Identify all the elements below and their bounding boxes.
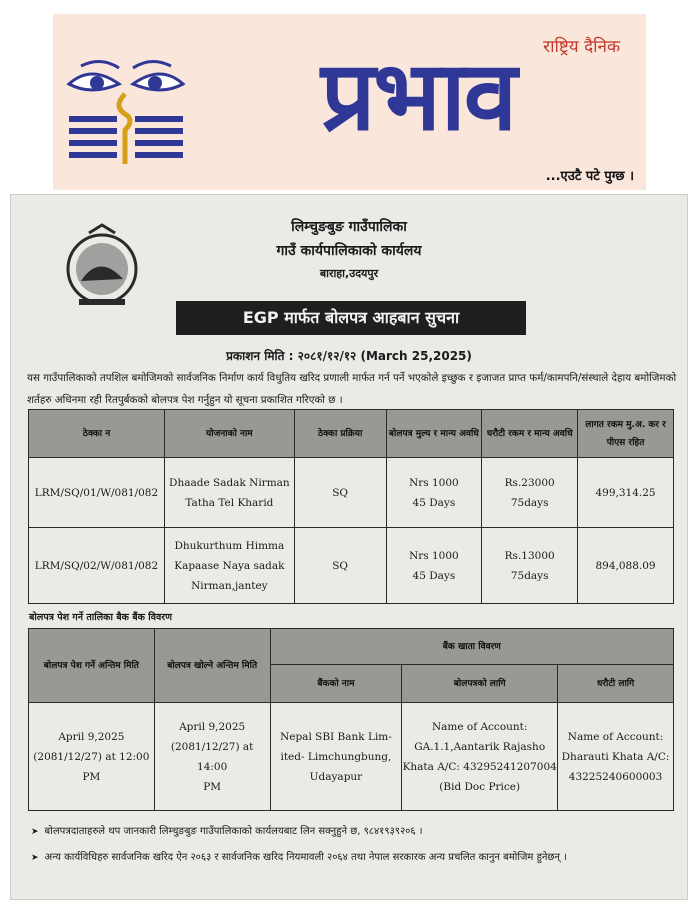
contracts-table	[28, 409, 674, 604]
bid-account	[402, 703, 558, 811]
header-bid-price: बोलपत्र मुल्य र मान्य अवधि	[386, 410, 482, 458]
bank-name-line: Udayapur	[309, 770, 363, 783]
process: SQ	[294, 458, 386, 528]
deposit-account-line: Name of Account:	[567, 730, 664, 743]
arrow-bullet-icon: ➤	[31, 827, 39, 837]
header-security: धरौटी रकम र मान्य अवधि	[482, 410, 578, 458]
header-open-date: बोलपत्र खोल्ने अन्तिम मिति	[154, 629, 270, 703]
bid-account-line: Khata A/C: 43295241207004	[402, 760, 557, 773]
security-cell	[482, 528, 578, 604]
masthead	[53, 14, 646, 190]
bid-validity: 45 Days	[412, 569, 456, 582]
security: Rs.13000	[504, 549, 555, 562]
project-name: Dhaade Sadak Nirman Tatha Tel Kharid	[164, 458, 294, 528]
header-submit-date: बोलपत्र पेश गर्ने अन्तिम मिति	[29, 629, 155, 703]
notice-intro: यस गाउँपालिकाको तपशिल बमोजिमको सार्वजनिक निर्माण कार्य विधुतिय खरिद प्रणाली मार्फत गर्न पर्ने भएकोले इच्छुक र इजाजत प्राप्त फर्म/कामपनि/संस्थाले देहाय बमोजिमको शर्तहरु अधिनमा रही रितपुर्बकको बोलपत्र पेश गर्नुहुन यो सूचना प्रकाशित गरिएको छ ।	[27, 372, 677, 406]
bank-name	[270, 703, 402, 811]
open-date-line: (2081/12/27) at 14:00	[170, 740, 254, 773]
security-validity: 75days	[510, 496, 549, 509]
office-address: बाराहा,उदयपुर	[319, 267, 379, 280]
office-subtitle: गाउँ कार्यपालिकाको कार्यलय	[276, 243, 422, 259]
note-rules	[31, 849, 567, 863]
office-name: लिम्चुङबुङ गाउँपालिका	[291, 219, 407, 235]
security-cell	[482, 458, 578, 528]
cost: 894,088.09	[578, 528, 674, 604]
header-bank-account-details: बैंक खाता विवरण	[270, 629, 673, 665]
bid-account-line: GA.1.1,Aantarik Rajasho	[414, 740, 546, 753]
masthead-tagline: ...एउटै पटे पुग्छ ।	[545, 169, 634, 184]
bid-price: Nrs 1000	[409, 549, 459, 562]
process: SQ	[294, 528, 386, 604]
submit-date-line: PM	[82, 770, 101, 783]
security-validity: 75days	[510, 569, 549, 582]
arrow-bullet-icon: ➤	[31, 853, 39, 863]
security: Rs.23000	[504, 476, 555, 489]
open-date-line: April 9,2025	[179, 720, 246, 733]
bank-details-table	[28, 628, 674, 811]
contract-no: LRM/SQ/02/W/081/082	[29, 528, 165, 604]
table-row	[29, 458, 674, 528]
header-deposit-account: धरौटी लागि	[558, 665, 674, 703]
bank-name-line: ited- Limchungbung,	[280, 750, 392, 763]
bid-price-cell	[386, 458, 482, 528]
buddha-eyes-logo-icon	[61, 54, 191, 174]
bank-section-title: बोलपत्र पेश गर्ने तालिका बैक बैंक विवरण	[29, 612, 173, 623]
table-row	[29, 703, 674, 811]
header-contract-no: ठेक्का न	[29, 410, 165, 458]
bid-account-line: Name of Account:	[431, 720, 528, 733]
table-row	[29, 528, 674, 604]
submit-date	[29, 703, 155, 811]
bid-price: Nrs 1000	[409, 476, 459, 489]
cost: 499,314.25	[578, 458, 674, 528]
header-bank-name: बैंकको नाम	[270, 665, 402, 703]
header-process: ठेक्का प्रक्रिया	[294, 410, 386, 458]
masthead-title: प्रभाव	[320, 40, 516, 152]
open-date	[154, 703, 270, 811]
bid-account-line: (Bid Doc Price)	[439, 780, 521, 793]
project-name: Dhukurthum Himma Kapaase Naya sadak Nirman,jantey	[164, 528, 294, 604]
header-bid-account: बोलपत्रको लागि	[402, 665, 558, 703]
masthead-subtitle: राष्ट्रिय दैनिक	[543, 37, 620, 57]
deposit-account-line: 43225240600003	[568, 770, 663, 783]
header-project-name: योजनाको नाम	[164, 410, 294, 458]
deposit-account-line: Dharauti Khata A/C:	[561, 750, 670, 763]
note-contact	[31, 823, 423, 837]
header-cost: लागत रकम मु.अ. कर र पीएस रहित	[578, 410, 674, 458]
tender-notice	[10, 194, 688, 900]
publication-date: प्रकाशन मिति : २०८१/१२/१२ (March 25,2025)	[226, 349, 472, 363]
note-rules-text: अन्य कार्यविधिहरु सार्वजनिक खरिद ऐन २०६३ र सार्वजनिक खरिद नियमावली २०६४ तथा नेपाल सरकारक अन्य प्रचलित कानुन बमोजिम हुनेछन् ।	[44, 852, 567, 863]
bid-price-cell	[386, 528, 482, 604]
open-date-line: PM	[203, 780, 222, 793]
submit-date-line: (2081/12/27) at 12:00	[33, 750, 150, 763]
deposit-account	[558, 703, 674, 811]
note-contact-text: बोलपत्रदाताहरुले थप जानकारी लिम्चुङबुङ गाउँपालिकाको कार्यलयबाट लिन सक्नुहुने छ, ९८४१९३९२०६ ।	[44, 826, 423, 837]
submit-date-line: April 9,2025	[58, 730, 125, 743]
bid-validity: 45 Days	[412, 496, 456, 509]
bank-name-line: Nepal SBI Bank Lim-	[280, 730, 392, 743]
notice-banner: EGP मार्फत बोलपत्र आहबान सुचना	[176, 301, 526, 335]
contract-no: LRM/SQ/01/W/081/082	[29, 458, 165, 528]
